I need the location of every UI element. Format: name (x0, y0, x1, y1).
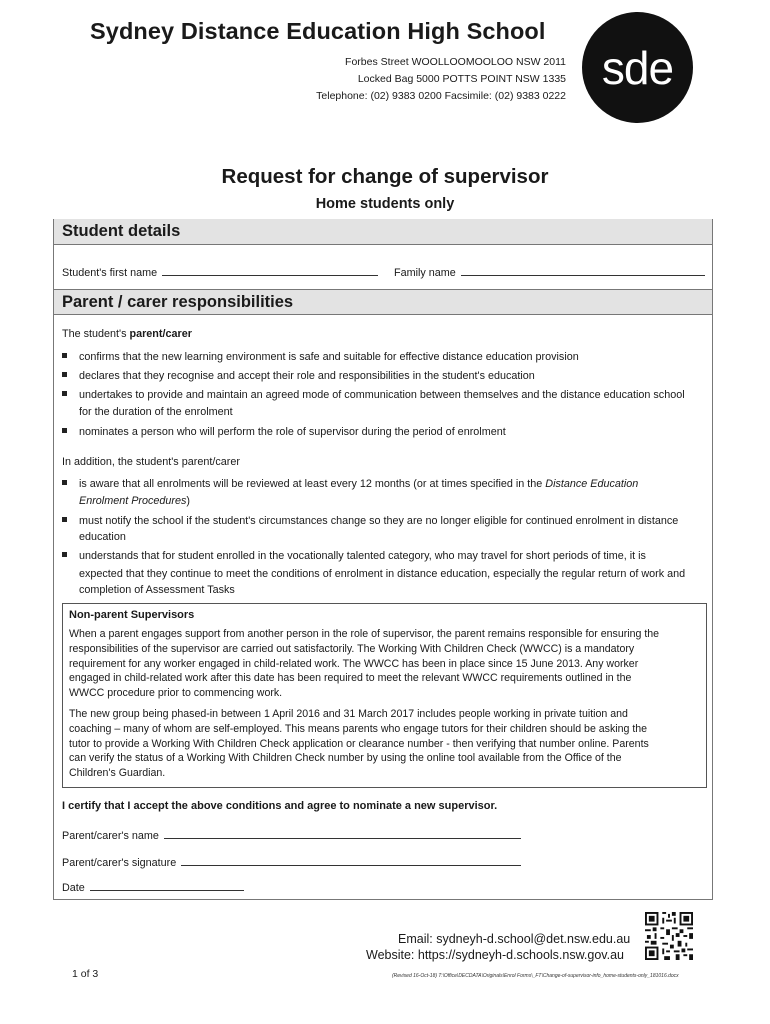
family-name-label: Family name (394, 267, 456, 279)
parent-name-field[interactable] (164, 829, 521, 839)
form-title: Request for change of supervisor (221, 165, 549, 188)
bullet-icon (62, 353, 67, 358)
bullet-text: undertakes to provide and maintain an agreed mode of communication between themselves and the distance education school (79, 389, 685, 401)
date-label: Date (62, 882, 85, 894)
family-name-field[interactable] (461, 266, 705, 276)
footer-email: Email: sydneyh-d.school@det.nsw.edu.au (398, 932, 631, 946)
bullet-text: expected that they continue to meet the conditions of enrolment in distance education, especially the regular return of work and (79, 568, 686, 580)
bullet-icon (62, 391, 67, 396)
bullet-icon (62, 517, 67, 522)
sde-logo (582, 12, 693, 123)
parent-signature-field[interactable] (181, 856, 521, 866)
bullet-text (79, 476, 638, 493)
date-row (62, 881, 244, 894)
family-name-row (394, 266, 705, 279)
first-name-label: Student's first name (62, 267, 158, 279)
bullet-text: understands that for student enrolled in the vocationally talented category, who may travel for short periods of time, it is (79, 550, 646, 562)
bullet-icon (62, 480, 67, 485)
bullet-icon (62, 372, 67, 377)
bullet-text: completion of Assessment Tasks (79, 584, 235, 596)
parent-signature-row (62, 856, 521, 869)
para-line: The new group being phased-in between 1 April 2016 and 31 March 2017 includes people working in private tuition and (69, 708, 628, 720)
date-field[interactable] (90, 881, 244, 891)
footer-website: Website: https://sydneyh-d.schools.nsw.gov.au (366, 948, 625, 962)
logo-text: sde (601, 41, 674, 94)
para-line: requirement for any worker engaged in child-related work. The WWCC has been in place since 15 June 2013. Any worker (69, 657, 639, 670)
bullet-text (79, 493, 190, 510)
phone-fax: Telephone: (02) 9383 0200 Facsimile: (02) 9383 0222 (316, 90, 566, 102)
first-name-field[interactable] (162, 266, 378, 276)
intro-text (62, 328, 192, 340)
parent-name-label: Parent/carer's name (62, 830, 159, 842)
bullet-text-part: ) (186, 495, 191, 507)
bullet-text-part: is aware that all enrolments will be reviewed at least every 12 months (or at times specified in the (79, 478, 546, 490)
section-responsibilities: Parent / carer responsibilities (54, 289, 712, 315)
bullet-text: declares that they recognise and accept their role and responsibilities in the student's education (79, 370, 535, 382)
bullet-icon (62, 428, 67, 433)
bullet-text: education (79, 531, 126, 543)
bullet-text: confirms that the new learning environment is safe and suitable for effective distance education provision (79, 351, 579, 363)
parent-name-row (62, 829, 521, 842)
para-line: WWCC procedure prior to commencing work. (69, 687, 283, 700)
non-parent-para-1 (69, 627, 659, 701)
para-line: responsibilities of the supervisor are carried out satisfactorily. The Working With Children Check (WWCC) is a mandatory (69, 642, 635, 655)
student-name-row (62, 266, 378, 279)
para-line: coaching – many of whom are self-employed. This means parents who engage tutors for their children should be asking the (69, 722, 648, 735)
non-parent-para-2 (69, 707, 649, 781)
revision-note: (Revised 16-Oct-18) T:\Office\DECDATA\Originals\Enrol Forms\_FT\Change-of-supervisor-info_home-students-only_181016.docx (392, 973, 679, 979)
school-name: Sydney Distance Education High School (90, 18, 546, 44)
form-subtitle: Home students only (315, 196, 455, 212)
para-line: can verify the status of a Working With Children Check number by using the online tool available from the Office of the (69, 752, 622, 765)
non-parent-title: Non-parent Supervisors (69, 609, 195, 621)
para-line: tutor to provide a Working With Children Check application or clearance number - then verifying that number online. Parents (69, 737, 649, 750)
bullet-text-italic: Distance Education (545, 478, 639, 490)
section-student-details: Student details (54, 219, 712, 245)
intro-2-text: In addition, the student's parent/carer (62, 456, 240, 468)
certify-statement: I certify that I accept the above conditions and agree to nominate a new supervisor. (62, 800, 498, 812)
para-line: engaged in child-related work after this date has been required to meet the relevant WWCC requirements outlined in the (69, 672, 632, 685)
bullet-text-italic: Enrolment Procedures (79, 495, 187, 507)
bullet-text: must notify the school if the student's circumstances change so they are no longer eligible for continued enrolment in distance (79, 515, 679, 527)
page-number: 1 of 3 (72, 968, 99, 980)
intro-prefix: The student's (62, 328, 130, 340)
bullet-text: for the duration of the enrolment (79, 406, 233, 418)
address-postal: Locked Bag 5000 POTTS POINT NSW 1335 (357, 73, 566, 85)
parent-signature-label: Parent/carer's signature (62, 857, 177, 869)
bullet-icon (62, 552, 67, 557)
bullet-text: nominates a person who will perform the role of supervisor during the period of enrolment (79, 426, 506, 438)
intro-bold: parent/carer (129, 328, 192, 340)
para-line: When a parent engages support from another person in the role of supervisor, the parent remains responsible for ensuring the (69, 628, 660, 640)
address-street: Forbes Street WOOLLOOMOOLOO NSW 2011 (345, 56, 566, 68)
para-line: Children's Guardian. (69, 767, 166, 780)
qr-code-icon (645, 912, 693, 960)
